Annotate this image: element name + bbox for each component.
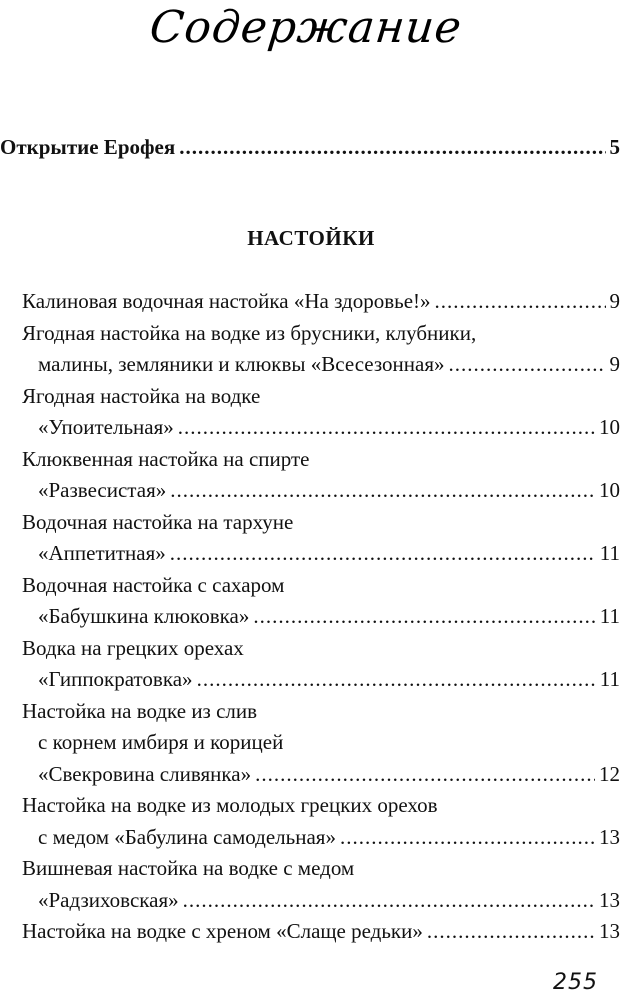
toc-entry-text: Калиновая водочная настойка «На здоровье!»: [22, 289, 431, 313]
toc-entry-page: 11: [599, 604, 620, 628]
toc-entry-text: Настойка на водке из молодых грецких орехов: [22, 793, 438, 817]
toc-leader-dots: [179, 132, 605, 164]
toc-entry-text: Водочная настойка на тархуне: [22, 509, 294, 534]
toc-entry-page: 11: [599, 667, 620, 691]
toc-leader-dots: [427, 916, 595, 948]
toc-entry[interactable]: [0, 853, 622, 916]
toc-entry-text: «Свекровина сливянка»: [38, 761, 252, 786]
toc-entry-text: Открытие Ерофея: [0, 135, 176, 159]
toc-entry-page: 12: [599, 761, 620, 786]
toc-leader-dots: [253, 601, 595, 633]
toc-entry[interactable]: [0, 507, 622, 570]
toc-leader-dots: [435, 286, 606, 318]
toc-entry-page: 13: [599, 919, 620, 943]
toc-entry-page: 11: [599, 541, 620, 565]
toc-entry-text: с корнем имбиря и корицей: [38, 730, 284, 754]
toc-entry-page: 9: [609, 289, 620, 313]
toc-entry-text: «Бабушкина клюковка»: [38, 604, 250, 628]
toc-entry-intro[interactable]: [0, 132, 622, 160]
toc-entry[interactable]: [0, 696, 622, 791]
toc-leader-dots: [170, 538, 596, 570]
toc-leader-dots: [255, 759, 595, 791]
toc-leader-dots: [183, 885, 595, 917]
toc-entry[interactable]: [0, 286, 622, 318]
toc-entry-page: 10: [599, 478, 620, 502]
toc-entry-text: «Аппетитная»: [38, 541, 166, 565]
toc-entry[interactable]: [0, 381, 622, 444]
toc-entry[interactable]: [0, 318, 622, 381]
page-number: 255: [553, 970, 598, 995]
toc-entry-text: Настойка на водке из слив: [22, 698, 258, 723]
toc-entry-text: Ягодная настойка на водке из брусники, клубники,: [22, 320, 477, 345]
section-heading: НАСТОЙКИ: [247, 226, 375, 250]
toc-entry-text: Настойка на водке с хреном «Слаще редьки»: [22, 919, 423, 943]
toc-entry[interactable]: [0, 916, 622, 948]
toc-entry-page: 13: [599, 824, 620, 849]
toc-entry[interactable]: [0, 633, 622, 696]
toc-entry-page: 9: [609, 352, 620, 376]
toc-leader-dots: [178, 412, 595, 444]
toc-entry-page: 5: [609, 135, 620, 159]
toc-entry-text: «Упоительная»: [38, 415, 174, 439]
toc-entry-text: «Гиппократовка»: [38, 667, 193, 691]
contents-title: Содержание: [147, 2, 465, 53]
toc-entry[interactable]: [0, 570, 622, 633]
toc-entry-text: «Развесистая»: [38, 478, 167, 502]
toc-entry-text: малины, земляники и клюквы «Всесезонная»: [38, 352, 445, 376]
toc-entry-page: 13: [599, 887, 620, 912]
toc-entry-text: «Радзиховская»: [38, 887, 179, 912]
toc-list: [0, 286, 622, 948]
toc-leader-dots: [170, 475, 595, 507]
toc-entry-text: Клюквенная настойка на спирте: [22, 446, 310, 471]
toc-entry-text: Ягодная настойка на водке: [22, 383, 261, 408]
toc-entry[interactable]: [0, 790, 622, 853]
toc-leader-dots: [448, 349, 605, 381]
toc-entry-page: 10: [599, 415, 620, 439]
toc-entry-text: Вишневая настойка на водке с медом: [22, 856, 355, 880]
toc-entry[interactable]: [0, 444, 622, 507]
toc-entry-text: Водка на грецких орехах: [22, 635, 244, 660]
toc-leader-dots: [197, 664, 596, 696]
toc-leader-dots: [340, 822, 595, 854]
toc-entry-text: Водочная настойка с сахаром: [22, 572, 285, 597]
toc-entry-text: с медом «Бабулина самодельная»: [38, 824, 336, 849]
